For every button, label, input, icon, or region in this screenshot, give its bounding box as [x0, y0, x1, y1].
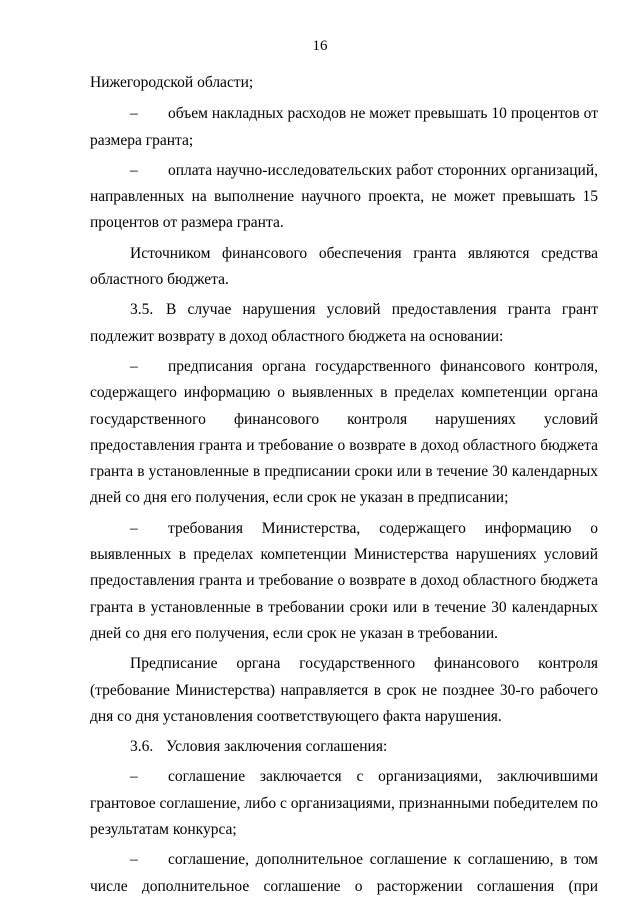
section-number: 3.5.	[130, 301, 154, 319]
paragraph	[90, 70, 598, 96]
paragraph-text: требования Министерства, содержащего информацию о выявленных в пределах компетенции Министерства нарушениях условий предоставления гранта и требование о возврате в доход областного бюджета гранта в установленные в требовании сроки или в течение 30 календарных дней со дня его получения, если срок не указан в требовании.	[90, 519, 598, 642]
list-dash: –	[130, 161, 138, 179]
document-body	[90, 70, 598, 900]
paragraph-text: Источником финансового обеспечения гранта являются средства областного бюджета.	[90, 244, 598, 289]
paragraph	[90, 297, 598, 350]
paragraph-text: соглашение заключается с организациями, заключившими грантовое соглашение, либо с организациями, признанными победителем по результатам конкурса;	[90, 768, 598, 839]
paragraph	[90, 241, 598, 294]
paragraph	[90, 101, 598, 154]
list-dash: –	[130, 851, 138, 869]
paragraph	[90, 764, 598, 843]
paragraph-text: оплата научно-исследовательских работ сторонних организаций, направленных на выполнение научного проекта, не может превышать 15 процентов от размера гранта.	[90, 161, 598, 232]
paragraph	[90, 158, 598, 237]
paragraph-text: объем накладных расходов не может превышать 10 процентов от размера гранта;	[90, 105, 598, 149]
section-number: 3.6.	[130, 738, 154, 756]
paragraph-text: Нижегородской области;	[90, 74, 254, 91]
list-dash: –	[130, 105, 138, 123]
paragraph	[90, 847, 598, 900]
paragraph	[90, 354, 598, 512]
paragraph	[90, 734, 598, 760]
list-dash: –	[130, 357, 138, 375]
list-dash: –	[130, 768, 138, 786]
page-number: 16	[312, 38, 328, 54]
paragraph-text: соглашение, дополнительное соглашение к соглашению, в том числе дополнительное соглашение о расторжении соглашения (при	[90, 851, 598, 895]
paragraph	[90, 651, 598, 730]
list-dash: –	[130, 519, 138, 537]
paragraph-text: Условия заключения соглашения:	[166, 738, 388, 756]
paragraph-text: Предписание органа государственного финансового контроля (требование Министерства) направляется в срок не позднее 30-го рабочего дня со дня установления соответствующего факта нарушения.	[90, 655, 598, 725]
paragraph	[90, 516, 598, 647]
paragraph-text: В случае нарушения условий предоставления гранта грант подлежит возврату в доход областного бюджета на основании:	[90, 301, 598, 345]
paragraph-text: предписания органа государственного финансового контроля, содержащего информацию о выявленных в пределах компетенции органа государственного финансового контроля нарушениях условий предоставления гранта и требование о возврате в доход областного бюджета гранта в установленные в предписании сроки или в течение 30 календарных дней со дня его получения, если срок не указан в предписании;	[90, 357, 598, 507]
